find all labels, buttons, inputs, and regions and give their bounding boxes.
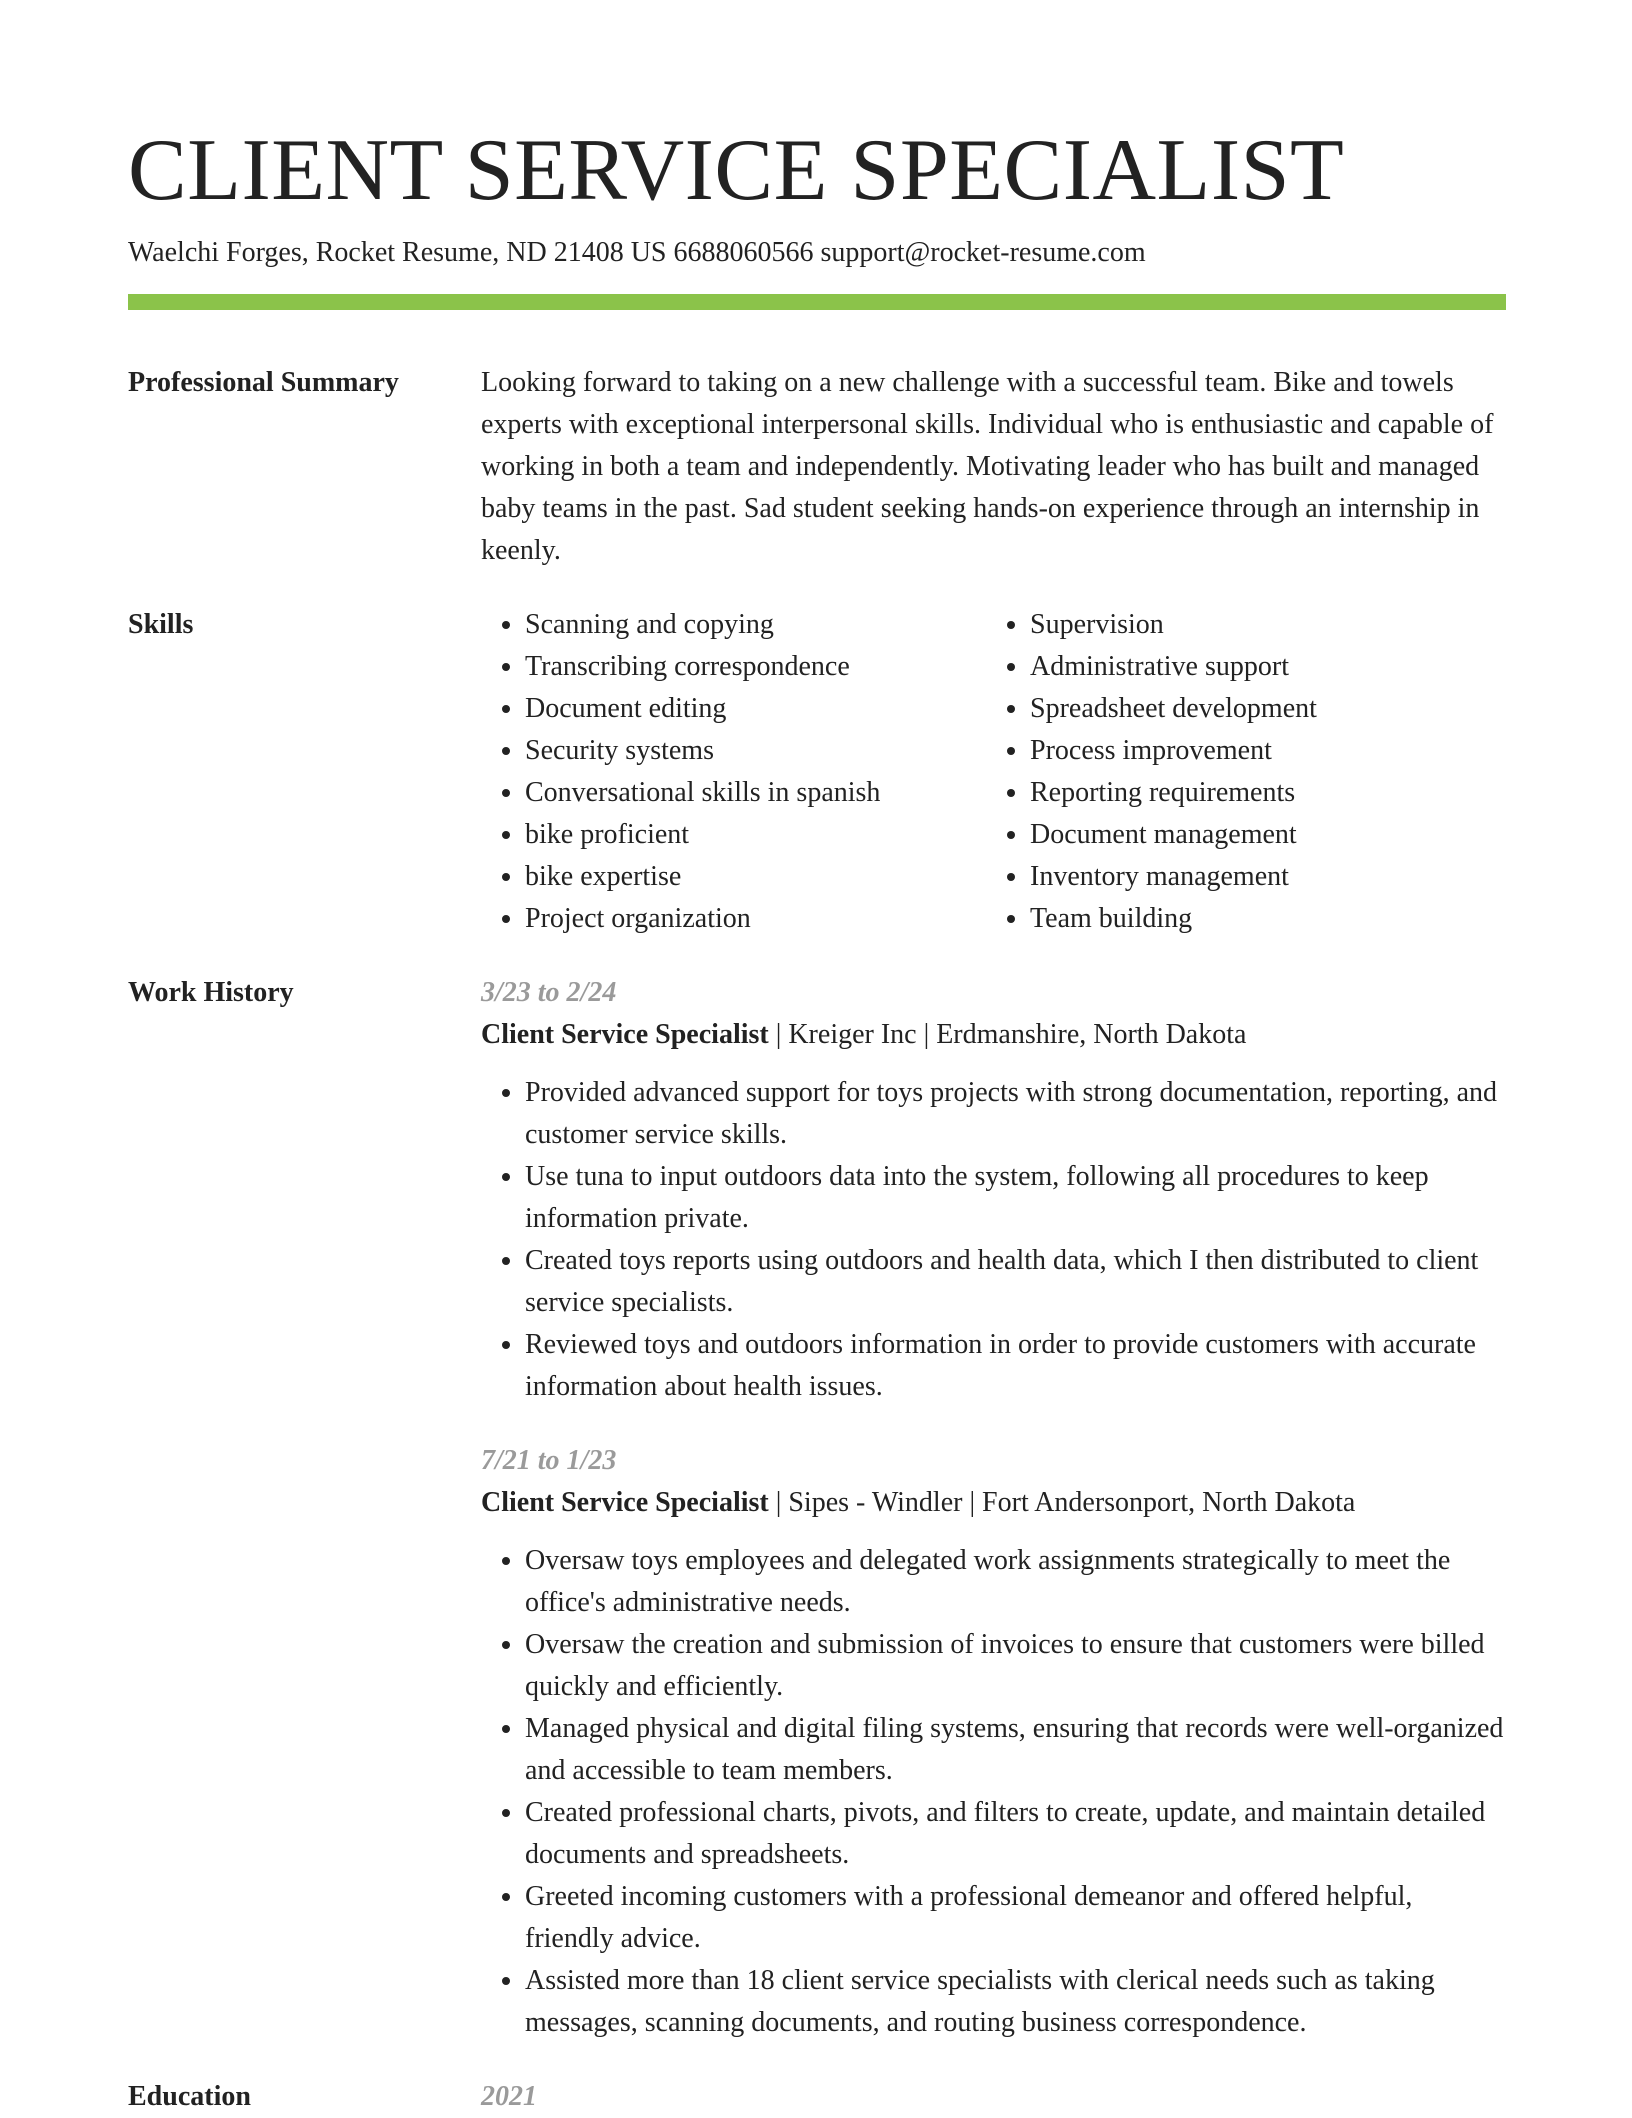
job-heading	[481, 1482, 1506, 1524]
education-dates: 2021	[481, 2081, 537, 2112]
job-entry	[481, 1440, 1506, 2044]
job-bullet: • Oversaw the creation and submission of invoices to ensure that customers were billed quickly and efficiently.	[525, 1624, 1506, 1708]
resume-title: CLIENT SERVICE SPECIALIST	[128, 122, 1345, 219]
skill-item: • Process improvement	[1030, 730, 1491, 772]
skill-item: • Inventory management	[1030, 856, 1491, 898]
job-dates: 7/21 to 1/23	[481, 1445, 617, 1476]
skills-list-left	[481, 604, 986, 940]
job-bullet-list	[481, 1072, 1506, 1408]
skills-section	[128, 604, 1506, 940]
job-bullet: • Assisted more than 18 client service specialists with clerical needs such as taking messages, scanning documents, and routing business correspondence.	[525, 1960, 1506, 2044]
job-entry	[481, 972, 1506, 1408]
job-heading	[481, 1014, 1506, 1056]
skill-item: • Transcribing correspondence	[525, 646, 986, 688]
skill-item: • Supervision	[1030, 604, 1491, 646]
section-label-work: Work History	[128, 977, 294, 1008]
job-dates: 3/23 to 2/24	[481, 977, 617, 1008]
skills-list-right	[986, 604, 1491, 940]
accent-divider	[128, 294, 1506, 310]
summary-text: Looking forward to taking on a new challenge with a successful team. Bike and towels experts with exceptional interpersonal skills. Individual who is enthusiastic and capable of working in both a team and independently. Motivating leader who has built and managed baby teams in the past. Sad student seeking hands-on experience through an internship in keenly.	[481, 367, 1494, 566]
section-label-summary: Professional Summary	[128, 367, 399, 398]
job-bullet: • Use tuna to input outdoors data into the system, following all procedures to keep information private.	[525, 1156, 1506, 1240]
job-bullet: • Reviewed toys and outdoors information in order to provide customers with accurate information about health issues.	[525, 1324, 1506, 1408]
skill-item: • bike expertise	[525, 856, 986, 898]
work-history-section	[128, 972, 1506, 2044]
job-bullet-list	[481, 1540, 1506, 2044]
skill-item: • Conversational skills in spanish	[525, 772, 986, 814]
job-bullet: • Created professional charts, pivots, and filters to create, update, and maintain detailed documents and spreadsheets.	[525, 1792, 1506, 1876]
job-bullet: • Managed physical and digital filing systems, ensuring that records were well-organized and accessible to team members.	[525, 1708, 1506, 1792]
skill-item: • Team building	[1030, 898, 1491, 940]
skill-item: • Security systems	[525, 730, 986, 772]
section-label-education: Education	[128, 2081, 251, 2112]
skill-item: • Spreadsheet development	[1030, 688, 1491, 730]
job-bullet: • Greeted incoming customers with a professional demeanor and offered helpful, friendly advice.	[525, 1876, 1506, 1960]
summary-section	[128, 362, 1506, 572]
skill-item: • Reporting requirements	[1030, 772, 1491, 814]
job-bullet: • Oversaw toys employees and delegated work assignments strategically to meet the office's administrative needs.	[525, 1540, 1506, 1624]
skill-item: • bike proficient	[525, 814, 986, 856]
resume-page	[128, 116, 1506, 2118]
job-bullet: • Created toys reports using outdoors and health data, which I then distributed to client service specialists.	[525, 1240, 1506, 1324]
skill-item: • Scanning and copying	[525, 604, 986, 646]
section-label-skills: Skills	[128, 609, 194, 640]
job-bullet: • Provided advanced support for toys projects with strong documentation, reporting, and customer service skills.	[525, 1072, 1506, 1156]
skill-item: • Document editing	[525, 688, 986, 730]
skill-item: • Project organization	[525, 898, 986, 940]
job-details: | Kreiger Inc | Erdmanshire, North Dakota	[768, 1019, 1247, 1050]
job-details: | Sipes - Windler | Fort Andersonport, North Dakota	[768, 1487, 1356, 1518]
skill-item: • Document management	[1030, 814, 1491, 856]
contact-line: Waelchi Forges, Rocket Resume, ND 21408 US 6688060566 support@rocket-resume.com	[128, 237, 1146, 268]
skill-item: • Administrative support	[1030, 646, 1491, 688]
job-title: Client Service Specialist	[481, 1019, 769, 1050]
job-title: Client Service Specialist	[481, 1487, 769, 1518]
